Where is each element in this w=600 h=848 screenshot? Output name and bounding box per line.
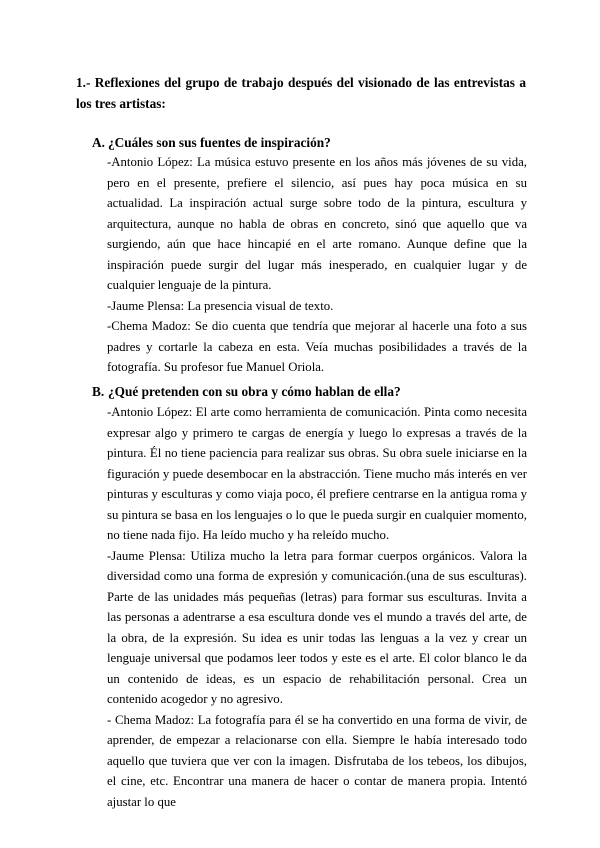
section-a-question: ¿Cuáles son sus fuentes de inspiración? [108, 135, 331, 150]
section-b-letter: B. [92, 384, 105, 399]
section-b-paragraph-chema-madoz: - Chema Madoz: La fotografía para él se ha convertido en una forma de vivir, de aprender, de empezar a relacionarse con ella. Siempre le había interesado todo aquello que tuviera que ver con la imagen. Disfrutaba de los tebeos, los dibujos, el cine, etc. Encontrar una manera de hacer o contar de manera propia. Intentó ajustar lo que [107, 712, 527, 809]
section-a-letter: A. [92, 135, 105, 150]
section-a-paragraph-jaume-plensa: -Jaume Plensa: La presencia visual de texto. [107, 298, 334, 313]
section-b-body [107, 402, 527, 812]
section-a-title [92, 134, 331, 152]
section-b-paragraph-jaume-plensa: -Jaume Plensa: Utiliza mucho la letra para formar cuerpos orgánicos. Valora la diversidad como una forma de expresión y comunicación.(una de sus esculturas). Parte de las unidades más pequeñas (letras) para formar sus esculturas. Invita a las personas a adentrarse a esa escultura donde ves el mundo a través del arte, de la obra, de la expresión. Su idea es unir todas las lenguas a la vez y crear un lenguaje universal que podamos leer todos y este es el arte. El color blanco le da un contenido de ideas, es un espacio de rehabilitación personal. Crea un contenido acogedor y no agresivo. [107, 548, 527, 706]
document-heading: 1.- Reflexiones del grupo de trabajo después del visionado de las entrevistas a los tres artistas: [76, 75, 526, 111]
section-a-paragraph-antonio-lopez: -Antonio López: La música estuvo presente en los años más jóvenes de su vida, pero en el presente, prefiere el silencio, así pues hay poca música en su actualidad. La inspiración actual surge sobre todo de la pintura, escultura y arquitectura, aunque no habla de obras en concreto, sinó que aquello que va surgiendo, aún que hace hincapié en el arte romano. Aunque define que la inspiración puede surgir del lugar más inesperado, en cualquier lugar y de cualquier lenguaje de la pintura. [107, 155, 527, 292]
section-a-paragraph-chema-madoz: -Chema Madoz: Se dio cuenta que tendría que mejorar al hacerle una foto a sus padres y cortarle la cabeza en esta. Veía muchas posibilidades a través de la fotografía. Su profesor fue Manuel Oriola. [107, 319, 527, 374]
section-b-paragraph-antonio-lopez: -Antonio López: El arte como herramienta de comunicación. Pinta como necesita expresar algo y primero te cargas de energía y luego lo expresas a través de la pintura. Él no tiene paciencia para realizar sus obras. Su obra suele iniciarse en la figuración y puede desembocar en la abstracción. Tiene mucho más interés en ver pinturas y esculturas y como viaja poco, él prefiere centrarse en la antigua roma y su pintura se basa en los lenguajes o lo que le pueda surgir en cualquier momento, no tiene nada fijo. Ha leído mucho y ha releído mucho. [107, 405, 527, 542]
section-a-body [107, 152, 527, 378]
section-b-title [92, 383, 401, 401]
section-b-question: ¿Qué pretenden con su obra y cómo hablan de ella? [108, 384, 401, 399]
